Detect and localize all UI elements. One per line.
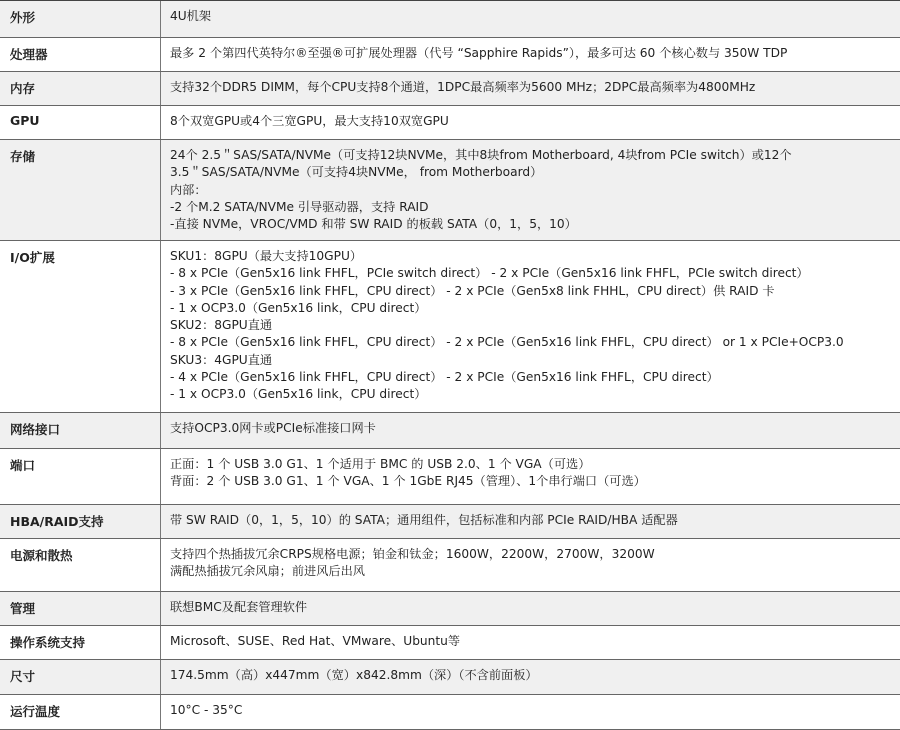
- spec-value-line: 支持OCP3.0网卡或PCIe标准接口网卡: [170, 421, 376, 435]
- spec-row-form-factor: [0, 1, 900, 38]
- spec-row-management: [0, 592, 900, 626]
- spec-value-line: - 1 x OCP3.0（Gen5x16 link，CPU direct）: [170, 300, 427, 315]
- spec-value-line: -直接 NVMe，VROC/VMD 和带 SW RAID 的板载 SATA（0，1，5，10）: [170, 217, 577, 232]
- spec-value: [160, 413, 900, 448]
- spec-value-line: 背面：2 个 USB 3.0 G1、1 个 VGA、1 个 1GbE RJ45（管理）、1个串行端口（可选）: [170, 474, 646, 489]
- spec-value-line: Microsoft、SUSE、Red Hat、VMware、Ubuntu等: [170, 634, 461, 648]
- spec-value-line: SKU1：8GPU（最大支持10GPU）: [170, 249, 363, 263]
- spec-row-network-interface: [0, 413, 900, 449]
- spec-row-processor: [0, 38, 900, 72]
- spec-value-line: SKU2：8GPU直通: [170, 318, 273, 333]
- spec-value-line: 正面：1 个 USB 3.0 G1、1 个适用于 BMC 的 USB 2.0、1 个 VGA（可选）: [170, 457, 591, 471]
- spec-value-line: 联想BMC及配套管理软件: [170, 600, 308, 614]
- spec-value-line: 最多 2 个第四代英特尔®至强®可扩展处理器（代号 “Sapphire Rapids”），最多可达 60 个核心数与 350W TDP: [170, 46, 788, 60]
- spec-value-line: 3.5＂SAS/SATA/NVMe（可支持4块NVMe， from Motherboard）: [170, 165, 543, 180]
- spec-value-line: 支持32个DDR5 DIMM，每个CPU支持8个通道，1DPC最高频率为5600 MHz；2DPC最高频率为4800MHz: [170, 80, 756, 94]
- spec-value-line: 174.5mm（高）x447mm（宽）x842.8mm（深）（不含前面板）: [170, 668, 538, 682]
- spec-label: I/O扩展: [10, 250, 55, 265]
- spec-label: 尺寸: [10, 669, 36, 684]
- spec-label: 操作系统支持: [10, 635, 86, 650]
- spec-row-power-cooling: [0, 539, 900, 592]
- spec-label: 网络接口: [10, 422, 61, 437]
- spec-value: [160, 626, 900, 659]
- spec-value-line: -2 个M.2 SATA/NVMe 引导驱动器，支持 RAID: [170, 199, 429, 214]
- spec-value-line: 10°C - 35°C: [170, 703, 243, 717]
- spec-row-gpu: [0, 106, 900, 140]
- spec-value: [160, 539, 900, 591]
- spec-value: [160, 505, 900, 538]
- spec-value: [160, 592, 900, 625]
- spec-value-line: 24个 2.5＂SAS/SATA/NVMe（可支持12块NVMe，其中8块from Motherboard, 4块from PCIe switch）或12个: [170, 148, 792, 162]
- spec-value-line: 内部：: [170, 182, 207, 197]
- spec-value-line: 带 SW RAID（0，1，5，10）的 SATA；通用组件，包括标准和内部 PCIe RAID/HBA 适配器: [170, 513, 678, 527]
- spec-value-line: SKU3：4GPU直通: [170, 352, 273, 367]
- spec-row-storage: [0, 140, 900, 241]
- spec-value: [160, 695, 900, 729]
- spec-row-io-expansion: [0, 241, 900, 413]
- spec-label: HBA/RAID支持: [10, 514, 104, 529]
- spec-value: [160, 1, 900, 37]
- spec-value-line: 4U机架: [170, 9, 212, 23]
- spec-row-os-support: [0, 626, 900, 660]
- spec-label: 电源和散热: [10, 548, 73, 563]
- spec-value: [160, 72, 900, 105]
- spec-value-line: 支持四个热插拔冗余CRPS规格电源；铂金和钛金；1600W，2200W，2700W，3200W: [170, 547, 655, 561]
- spec-row-ports: [0, 449, 900, 505]
- spec-value-line: - 4 x PCIe（Gen5x16 link FHFL，CPU direct） - 2 x PCIe（Gen5x16 link FHFL，CPU direct）: [170, 370, 719, 385]
- spec-label: 处理器: [10, 47, 48, 62]
- spec-value: [160, 660, 900, 694]
- spec-row-memory: [0, 72, 900, 106]
- spec-label: 外形: [10, 10, 36, 25]
- spec-value: [160, 106, 900, 139]
- spec-value-line: - 3 x PCIe（Gen5x16 link FHFL，CPU direct） - 2 x PCIe（Gen5x8 link FHHL，CPU direct）供 RAID 卡: [170, 283, 775, 298]
- spec-value-line: 8个双宽GPU或4个三宽GPU，最大支持10双宽GPU: [170, 114, 449, 128]
- spec-label: 内存: [10, 81, 36, 96]
- spec-row-hba-raid-support: [0, 505, 900, 539]
- spec-value: [160, 140, 900, 240]
- spec-row-dimensions: [0, 660, 900, 695]
- spec-row-operating-temperature: [0, 695, 900, 730]
- spec-value: [160, 38, 900, 71]
- spec-label: GPU: [10, 113, 40, 128]
- spec-label: 存储: [10, 149, 36, 164]
- spec-value-line: - 8 x PCIe（Gen5x16 link FHFL，PCIe switch direct） - 2 x PCIe（Gen5x16 link FHFL，PCIe switch direct）: [170, 266, 809, 281]
- spec-label: 管理: [10, 601, 36, 616]
- spec-label: 运行温度: [10, 704, 61, 719]
- spec-label: 端口: [10, 458, 36, 473]
- spec-value: [160, 241, 900, 412]
- spec-value-line: - 1 x OCP3.0（Gen5x16 link，CPU direct）: [170, 387, 427, 402]
- spec-value: [160, 449, 900, 504]
- spec-value-line: 满配热插拔冗余风扇；前进风后出风: [170, 564, 365, 579]
- spec-value-line: - 8 x PCIe（Gen5x16 link FHFL，CPU direct） - 2 x PCIe（Gen5x16 link FHFL，CPU direct） or 1 x PCIe+OCP3.0: [170, 335, 844, 350]
